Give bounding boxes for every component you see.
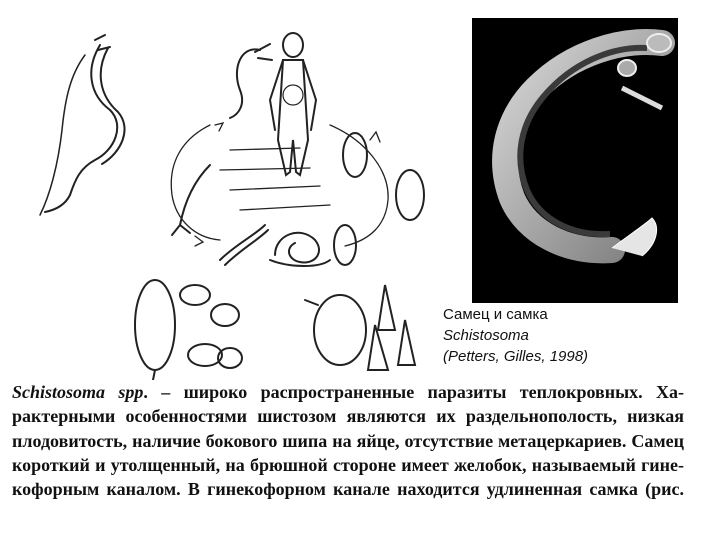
lower-snails-right-drawing xyxy=(368,285,415,370)
sporocyst-drawing xyxy=(334,225,356,265)
term-schistosoma: Schistosoma spp xyxy=(12,382,144,402)
lower-snails-left-drawing xyxy=(180,285,242,368)
photo-caption xyxy=(443,304,713,367)
lower-egg-left-drawing xyxy=(135,280,175,370)
description-text xyxy=(12,380,684,501)
snail-drawing xyxy=(270,233,330,266)
human-figure-drawing xyxy=(270,33,316,175)
text-line-2: рактерными особенностями шистозом являются их раздельнополость, низкая xyxy=(12,406,684,427)
caption-line-2: Schistosoma xyxy=(443,327,529,344)
caption-line-1: Самец и самка xyxy=(443,306,548,323)
text-line-5: кофорным каналом. В гинекофорном канале находится удлиненная самка (рис. xyxy=(12,479,684,500)
cercaria-drawing xyxy=(230,44,272,118)
text-line-1 xyxy=(12,380,684,404)
larva-drawing xyxy=(220,225,268,265)
lower-egg-right-drawing xyxy=(314,295,366,365)
miracidium-drawing xyxy=(396,170,424,220)
text-line-3: плодовитость, наличие бокового шипа на яйце, отсутствие метацеркариев. Самец xyxy=(12,430,684,451)
lower-egg-right-spine xyxy=(305,300,318,305)
caption-line-3: (Petters, Gilles, 1998) xyxy=(443,348,589,365)
lower-egg-spine xyxy=(152,370,155,380)
cycle-arrows xyxy=(171,123,388,246)
life-cycle-illustration xyxy=(0,0,455,380)
text-line-4: короткий и утолщенный, на брюшной стороне имеет желобок, называемый гине- xyxy=(12,454,684,475)
electron-micrograph-photo xyxy=(472,18,678,303)
adult-worms-drawing xyxy=(40,35,125,215)
text-line-1-rest: . – широко распространенные паразиты теплокровных. Ха- xyxy=(143,382,684,402)
fork-tail-cercaria-drawing xyxy=(172,165,210,235)
